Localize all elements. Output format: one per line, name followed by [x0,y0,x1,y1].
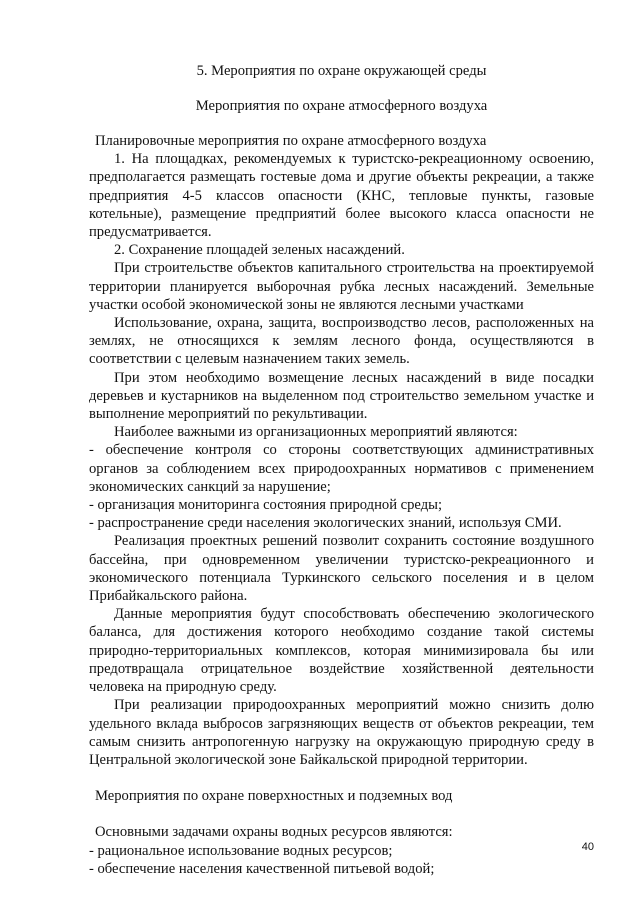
paragraph-heading: Мероприятия по охране поверхностных и подземных вод [95,788,453,805]
paragraph-heading: Планировочные мероприятия по охране атмосферного воздуха [95,133,487,149]
list-item: - обеспечение населения качественной питьевой водой; [89,860,435,877]
subsection-title: Мероприятия по охране атмосферного воздуха [195,98,488,114]
paragraph: При этом необходимо возмещение лесных насаждений в виде посадки деревьев и кустарников на выделенном под строительство земельном участке и выполнение мероприятий по рекультивации. [89,369,594,423]
list-item: - распространение среди населения экологических знаний, используя СМИ. [89,515,562,532]
page-number: 40 [581,841,594,853]
paragraph: 2. Сохранение площадей зеленых насаждений. [114,242,405,259]
paragraph: Данные мероприятия будут способствовать обеспечению экологического баланса, для достижения которого необходимо создание такой системы природно-территориальных комплексов, которая минимизировала бы или предотвращала отрицательное воздействие хозяйственной деятельности человека на природную среду. [89,606,594,696]
paragraph: Реализация проектных решений позволит сохранить состояние воздушного бассейна, при одновременном увеличении туристско-рекреационного и экономического потенциала Туркинского сельского поселения и в целом Прибайкальского района. [89,533,594,605]
paragraph: При реализации природоохранных мероприятий можно снизить долю удельного вклада выбросов загрязняющих веществ от объектов рекреации, тем самым снизить антропогенную нагрузку на окружающую природную среду в Центральной экологической зоне Байкальской природной территории. [89,697,594,768]
paragraph: Наиболее важными из организационных мероприятий являются: [114,424,518,441]
paragraph: Использование, охрана, защита, воспроизводство лесов, расположенных на землях, не относящихся к землям лесного фонда, осуществляются в соответствии с целевым назначением таких земель. [89,315,594,368]
paragraph: 1. На площадках, рекомендуемых к туристско-рекреационному освоению, предполагается размещать гостевые дома и другие объекты рекреации, а также предприятия 4-5 классов опасности (КНС, тепловые пункты, газовые котельные), размещение предприятий более высокого класса опасности не предусматривается. [89,151,594,241]
spacer [89,805,594,823]
list-item: - рациональное использование водных ресурсов; [89,842,393,859]
paragraph: Основными задачами охраны водных ресурсов являются: [95,824,453,841]
document-body [89,132,594,878]
list-item: - обеспечение контроля со стороны соответствующих административных органов за соблюдением всех природоохранных нормативов с применением экономических санкций за нарушение; [89,442,594,495]
list-item: - организация мониторинга состояния природной среды; [89,497,443,514]
paragraph: При строительстве объектов капитального строительства на проектируемой территории планируется выборочная рубка лесных насаждений. Земельные участки особой экономической зоны не являются лесными участками [89,260,594,313]
spacer [89,769,594,787]
section-title: 5. Мероприятия по охране окружающей среды [196,63,487,79]
